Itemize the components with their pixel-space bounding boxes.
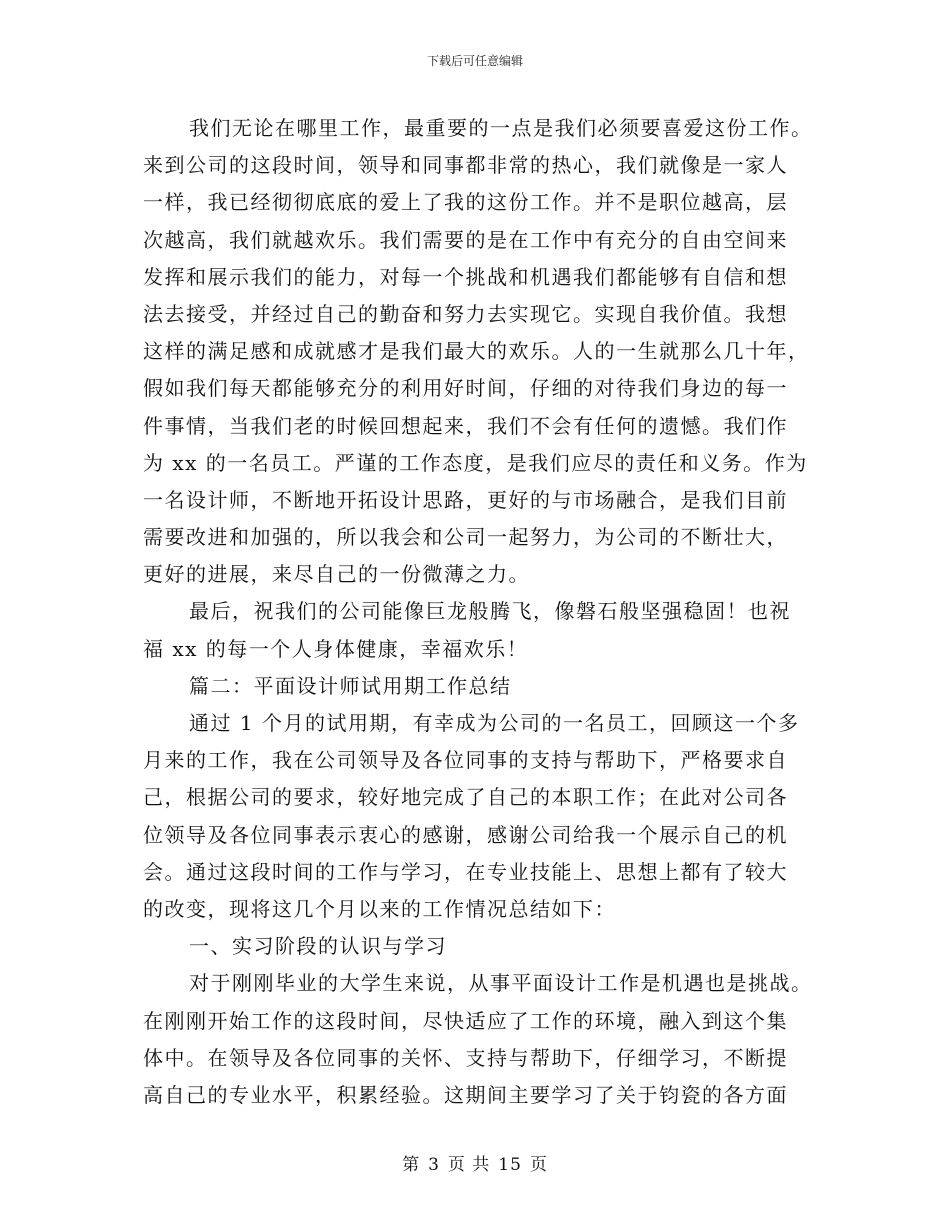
subsection-heading: 一、实习阶段的认识与学习 (189, 934, 447, 959)
text-line: 发挥和展示我们的能力，对每一个挑战和机遇我们都能够有自信和想 (143, 264, 788, 289)
page-footer (0, 1154, 950, 1176)
text-line: 高自己的专业水平，积累经验。这期间主要学习了关于钧瓷的各方面 (143, 1082, 788, 1107)
text-line: 更好的进展，来尽自己的一份微薄之力。 (143, 562, 530, 587)
text-line: 的改变，现将这几个月以来的工作情况总结如下： (143, 896, 616, 921)
section-heading: 篇二：平面设计师试用期工作总结 (189, 673, 512, 698)
text-line: 一样，我已经彻彻底底的爱上了我的这份工作。并不是职位越高，层 (143, 190, 788, 215)
text-line: 假如我们每天都能够充分的利用好时间，仔细的对待我们身边的每一 (143, 376, 788, 401)
text-line: 月来的工作，我在公司领导及各位同事的支持与帮助下，严格要求自 (143, 748, 788, 773)
text-line: 通过 1 个月的试用期，有幸成为公司的一名员工，回顾这一个多 (189, 711, 800, 735)
current-page-number: 3 (428, 1155, 440, 1175)
text-line: 最后，祝我们的公司能像巨龙般腾飞，像磐石般坚强稳固！也祝 (189, 599, 791, 624)
footer-middle: 页 共 (447, 1155, 491, 1175)
page-header: 下载后可任意编辑 (426, 54, 523, 68)
document-body (143, 110, 813, 1114)
total-page-count: 15 (498, 1155, 522, 1175)
text-line: 为 xx 的一名员工。严谨的工作态度，是我们应尽的责任和义务。作为 (143, 450, 808, 475)
text-line: 法去接受，并经过自己的勤奋和努力去实现它。实现自我价值。我想 (143, 301, 788, 326)
text-line: 我们无论在哪里工作，最重要的一点是我们必须要喜爱这份工作。 (189, 116, 813, 140)
footer-prefix: 第 (402, 1155, 421, 1175)
text-line: 己，根据公司的要求，较好地完成了自己的本职工作；在此对公司各 (143, 785, 788, 810)
text-line: 这样的满足感和成就感才是我们最大的欢乐。人的一生就那么几十年， (143, 339, 810, 364)
text-line: 件事情，当我们老的时候回想起来，我们不会有任何的遗憾。我们作 (143, 413, 788, 438)
text-line: 位领导及各位同事表示衷心的感谢，感谢公司给我一个展示自己的机 (143, 822, 788, 847)
text-line: 会。通过这段时间的工作与学习，在专业技能上、思想上都有了较大 (143, 859, 788, 884)
text-line: 一名设计师，不断地开拓设计思路，更好的与市场融合，是我们目前 (143, 487, 788, 512)
text-line: 次越高，我们就越欢乐。我们需要的是在工作中有充分的自由空间来 (143, 227, 788, 252)
text-line: 来到公司的这段时间，领导和同事都非常的热心，我们就像是一家人 (143, 153, 788, 178)
text-line: 在刚刚开始工作的这段时间，尽快适应了工作的环境，融入到这个集 (143, 1008, 788, 1033)
text-line: 需要改进和加强的，所以我会和公司一起努力，为公司的不断壮大， (143, 525, 788, 550)
footer-suffix: 页 (529, 1155, 548, 1175)
text-line: 体中。在领导及各位同事的关怀、支持与帮助下，仔细学习，不断提 (143, 1045, 788, 1070)
text-line: 对于刚刚毕业的大学生来说，从事平面设计工作是机遇也是挑战。 (189, 971, 813, 996)
text-line: 福 xx 的每一个人身体健康，幸福欢乐！ (143, 636, 529, 661)
